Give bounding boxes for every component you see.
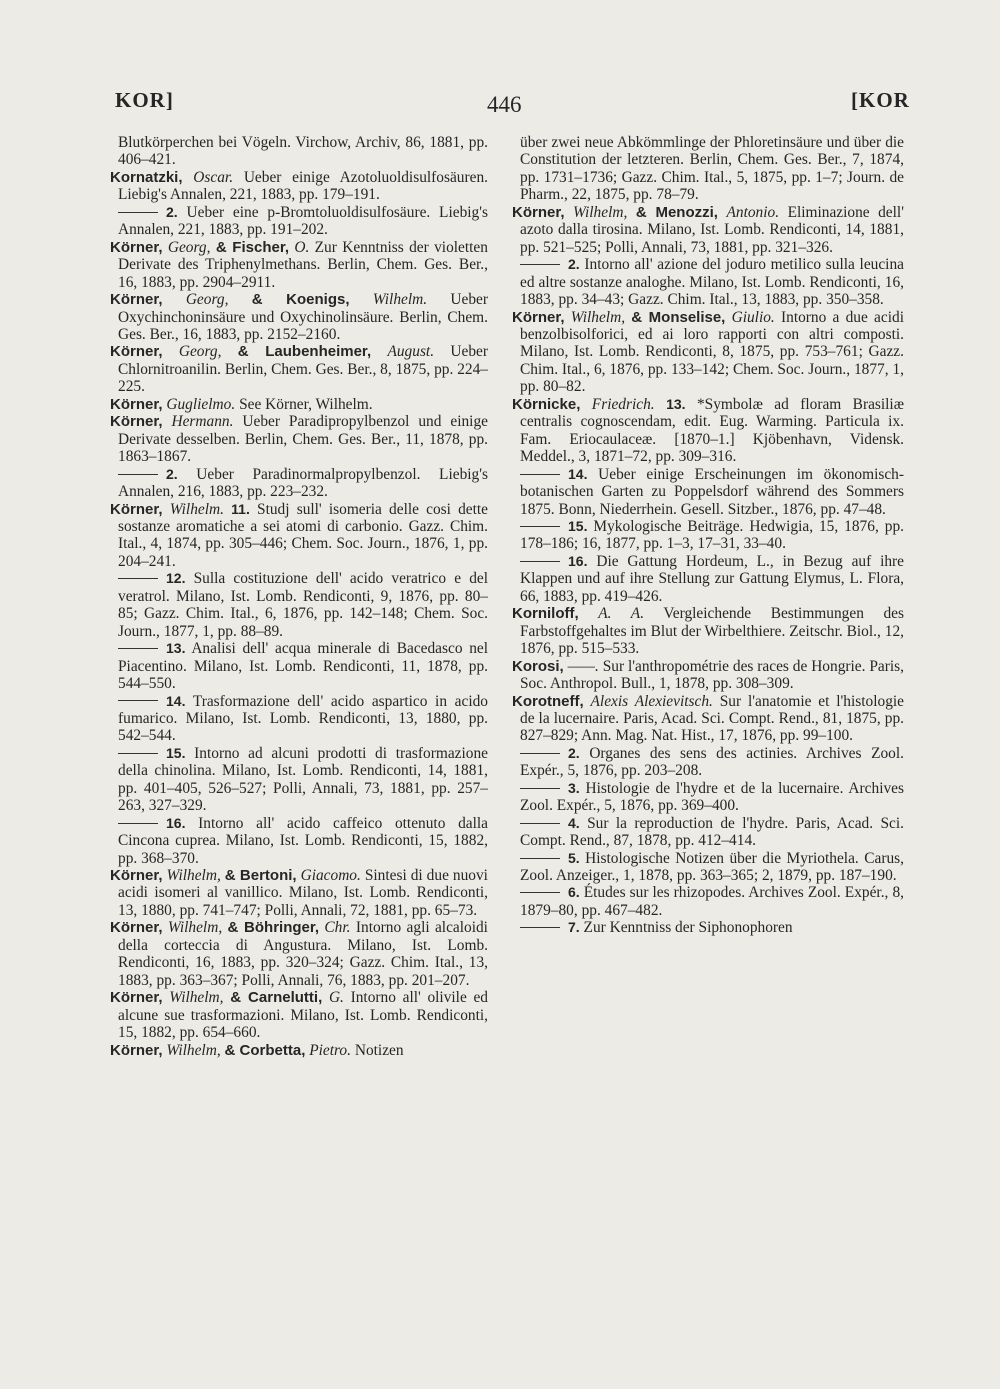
ditto-dash	[520, 858, 560, 859]
author-entry	[110, 919, 488, 989]
author-entry	[110, 239, 488, 291]
ditto-dash	[520, 753, 560, 754]
header-right: [KOR	[851, 88, 910, 112]
entry-text: Histologische Notizen über die Myriothela. Carus, Zool. Anzeiger., 1, 1878, pp. 363–365; 2, 1879, pp. 187–190.	[520, 849, 904, 885]
author-name: Körner,	[110, 413, 163, 431]
entry-text: Zur Kenntniss der Siphonophoren	[583, 919, 793, 937]
author-forename: Georg,	[178, 343, 222, 361]
entry-text: Études sur les rhizopodes. Archives Zool. Expér., 8, 1879–80, pp. 467–482.	[520, 884, 904, 919]
author-forename: Wilhelm,	[169, 989, 224, 1007]
entry-number: 13.	[666, 395, 686, 412]
sub-entry	[110, 745, 488, 815]
entry-number: 15.	[568, 517, 588, 534]
author-entry	[110, 343, 488, 395]
author-forename: Alexis Alexievitsch.	[590, 692, 713, 710]
sub-entry	[110, 640, 488, 692]
ditto-dash	[118, 823, 158, 824]
author-entry	[110, 396, 488, 413]
sub-entry	[512, 553, 904, 605]
author-name: Korosi,	[512, 657, 564, 675]
ditto-dash	[118, 474, 158, 475]
author-entry	[110, 1042, 488, 1059]
entry-text: Ueber einige Erscheinungen im ökonomisch-botanischen Garten zu Poppelsdorf während des Sommers 1875. Bonn, Niederrhein. Gesell. Sitzber., 1876, pp. 47–48.	[520, 465, 904, 518]
entry-text: Intorno a due acidi benzolbisolforici, ed ai loro rapporti con altri composti. Milano, Ist. Lomb. Rendiconti, 8, 1875, pp. 753–761; Gazz. Chim. Ital., 6, 1876, pp. 133–142; Chem. Soc. Journ., 1877, 1, pp. 80–82.	[520, 308, 904, 396]
sub-entry	[110, 466, 488, 501]
entry-text: Sur l'anatomie et l'histologie de la lucernaire. Paris, Acad. Sci. Compt. Rend., 81, 1875, pp. 827–829; Ann. Mag. Nat. Hist., 17, 1876, pp. 99–100.	[520, 692, 904, 745]
coauthor-forename: Wilhelm.	[372, 291, 428, 309]
sub-entry	[512, 850, 904, 885]
coauthor-forename: G.	[328, 989, 344, 1007]
ditto-dash	[520, 264, 560, 265]
author-entry	[512, 204, 904, 256]
ditto-dash	[520, 927, 560, 928]
sub-entry	[512, 466, 904, 518]
ditto-dash	[520, 788, 560, 789]
sub-entry	[110, 815, 488, 867]
sub-entry	[512, 919, 904, 936]
author-name: Körner,	[110, 989, 163, 1007]
coauthor-forename: August.	[387, 343, 435, 361]
entry-text: Sur la reproduction de l'hydre. Paris, Acad. Sci. Compt. Rend., 87, 1878, pp. 412–414.	[520, 814, 904, 850]
author-name: Körner,	[110, 919, 163, 937]
ditto-dash	[118, 753, 158, 754]
author-name: Korotneff,	[512, 692, 584, 710]
coauthor-name: & Monselise,	[631, 308, 726, 326]
entry-number: 2.	[568, 744, 580, 761]
entry-continuation	[110, 134, 488, 169]
entry-number: 14.	[568, 465, 588, 482]
author-entry	[110, 169, 488, 204]
author-name: Körner,	[110, 291, 163, 309]
author-name: Körner,	[110, 238, 163, 256]
entry-number: 11.	[231, 500, 250, 517]
ditto-dash	[520, 561, 560, 562]
right-column	[512, 134, 904, 937]
entry-number: 14.	[166, 692, 186, 709]
author-forename: Wilhelm,	[166, 1041, 221, 1059]
coauthor-forename: Giacomo.	[300, 867, 361, 885]
coauthor-forename: Chr.	[324, 919, 351, 937]
author-forename: ——.	[567, 657, 599, 675]
entry-text: Trasformazione dell' acido aspartico in acido fumarico. Milano, Ist. Lomb. Rendiconti, 13, 1880, pp. 542–544.	[118, 692, 488, 745]
coauthor-forename: Pietro.	[309, 1041, 351, 1059]
entry-text: Ueber eine p-Bromtoluoldisulfosäure. Liebig's Annalen, 221, 1883, pp. 191–202.	[118, 203, 488, 239]
author-entry	[512, 693, 904, 745]
author-forename: Wilhelm,	[570, 308, 626, 326]
author-entry	[110, 413, 488, 465]
coauthor-forename: Giulio.	[731, 308, 775, 326]
entry-number: 7.	[568, 919, 580, 936]
sub-entry	[110, 204, 488, 239]
entry-text: Analisi dell' acqua minerale di Bacedasco nel Piacentino. Milano, Ist. Lomb. Rendiconti, 11, 1878, pp. 544–550.	[118, 640, 488, 693]
author-entry	[110, 989, 488, 1041]
ditto-dash	[118, 648, 158, 649]
sub-entry	[512, 745, 904, 780]
ditto-dash	[118, 212, 158, 213]
author-name: Körner,	[110, 867, 163, 885]
entry-number: 5.	[568, 849, 580, 866]
entry-number: 2.	[166, 465, 178, 482]
ditto-dash	[118, 578, 158, 579]
entry-text: Sur l'anthropométrie des races de Hongrie. Paris, Soc. Anthropol. Bull., 1, 1878, pp. 308–309.	[520, 657, 904, 693]
coauthor-forename: Antonio.	[726, 203, 780, 221]
author-name: Körner,	[512, 203, 565, 221]
author-forename: Georg,	[185, 291, 229, 309]
entry-continuation	[512, 134, 904, 204]
entry-text: Blutkörperchen bei Vögeln. Virchow, Archiv, 86, 1881, pp. 406–421.	[118, 134, 488, 169]
author-entry	[512, 658, 904, 693]
entry-text: über zwei neue Abkömmlinge der Phloretinsäure und über die Constitution der letzteren. Berlin, Chem. Ges. Ber., 7, 1874, pp. 1731–1736; Gazz. Chim. Ital., 5, 1875, pp. 1–7; Journ. de Pharm., 22, 1875, pp. 78–79.	[520, 134, 904, 204]
author-forename: Wilhelm,	[167, 919, 223, 937]
entry-number: 12.	[166, 570, 186, 587]
sub-entry	[110, 570, 488, 640]
sub-entry	[512, 815, 904, 850]
entry-number: 15.	[166, 744, 186, 761]
header-left: KOR]	[115, 88, 174, 112]
author-name: Körner,	[110, 500, 163, 518]
entry-text: Studj sull' isomeria delle cosi dette sostanze aromatiche a sei atomi di carbonio. Gazz. Chim. Ital., 4, 1874, pp. 305–446; Chem. Soc. Journ., 1876, 1, pp. 204–241.	[118, 500, 488, 570]
ditto-dash	[520, 823, 560, 824]
sub-entry	[512, 518, 904, 553]
entry-text: Ueber einige Azotoluoldisulfosäuren. Liebig's Annalen, 221, 1883, pp. 179–191.	[118, 168, 488, 204]
author-forename: Georg,	[167, 238, 211, 256]
author-forename: Oscar.	[193, 168, 234, 186]
ditto-dash	[520, 526, 560, 527]
entry-number: 4.	[568, 814, 580, 831]
entry-text: Ueber Paradipropylbenzol und einige Derivate desselben. Berlin, Chem. Ges. Ber., 11, 1878, pp. 1863–1867.	[118, 413, 488, 466]
entry-text: See Körner, Wilhelm.	[239, 395, 373, 413]
entry-text: Intorno ad alcuni prodotti di trasformazione della chinolina. Milano, Ist. Lomb. Rendiconti, 14, 1881, pp. 401–405, 526–527; Polli, Annali, 73, 1881, pp. 257–263, 327–329.	[118, 744, 488, 815]
author-forename: A. A.	[598, 605, 645, 623]
author-name: Körner,	[110, 343, 163, 361]
entry-text: Sintesi di due nuovi acidi isomeri al vanillico. Milano, Ist. Lomb. Rendiconti, 13, 1880, pp. 741–747; Polli, Annali, 72, 1881, pp. 65–73.	[118, 867, 488, 919]
sub-entry	[512, 884, 904, 919]
sub-entry	[512, 780, 904, 815]
page-number: 446	[487, 92, 522, 117]
author-entry	[512, 605, 904, 657]
entry-text: Histologie de l'hydre et de la lucernaire. Archives Zool. Expér., 5, 1876, pp. 369–400.	[520, 779, 904, 815]
entry-text: Organes des sens des actinies. Archives Zool. Expér., 5, 1876, pp. 203–208.	[520, 744, 904, 780]
coauthor-name: & Fischer,	[215, 238, 289, 256]
entry-text: Notizen	[354, 1041, 404, 1059]
author-forename: Friedrich.	[591, 395, 655, 413]
author-name: Kornatzki,	[110, 168, 183, 186]
author-entry	[110, 501, 488, 571]
coauthor-name: & Koenigs,	[251, 291, 350, 309]
entry-number: 13.	[166, 640, 186, 657]
author-entry	[110, 291, 488, 343]
entry-text: Zur Kenntniss der violetten Derivate des Triphenylmethans. Berlin, Chem. Ges. Ber., 16, 1883, pp. 2904–2911.	[118, 238, 488, 291]
entry-text: Mykologische Beiträge. Hedwigia, 15, 1876, pp. 178–186; 16, 1877, pp. 1–3, 17–31, 33–40.	[520, 517, 904, 553]
coauthor-name: & Carnelutti,	[230, 989, 323, 1007]
entry-number: 3.	[568, 779, 580, 796]
author-name: Körner,	[110, 1041, 163, 1059]
coauthor-name: & Menozzi,	[635, 203, 718, 221]
entry-text: Intorno agli alcaloidi della corteccia di Angustura. Milano, Ist. Lomb. Rendiconti, 16, 1883, pp. 320–324; Gazz. Chim. Ital., 13, 1883, pp. 363–367; Polli, Annali, 76, 1883, pp. 201–207.	[118, 919, 488, 989]
entry-text: Ueber Chlornitroanilin. Berlin, Chem. Ges. Ber., 8, 1875, pp. 224–225.	[118, 343, 488, 396]
entry-number: 16.	[166, 814, 186, 831]
entry-number: 2.	[568, 256, 580, 273]
entry-text: Ueber Oxychinchoninsäure und Oxychinolinsäure. Berlin, Chem. Ges. Ber., 16, 1883, pp. 2152–2160.	[118, 291, 488, 343]
entry-text: Sulla costituzione dell' acido veratrico e del veratrol. Milano, Ist. Lomb. Rendiconti, 9, 1876, pp. 80–85; Gazz. Chim. Ital., 6, 1876, pp. 142–148; Chem. Soc. Journ., 1877, 1, pp. 88–89.	[118, 570, 488, 640]
coauthor-name: & Corbetta,	[224, 1041, 306, 1059]
author-forename: Wilhelm,	[573, 203, 628, 221]
coauthor-name: & Bertoni,	[224, 867, 297, 885]
entry-text: *Symbolæ ad floram Brasiliæ centralis cognoscendam, edit. Eug. Warming. Particula ix. Fam. Eriocaulaceæ. [1870–1.] Kjöbenhavn, Vidensk. Meddel., 3, 1871–72, pp. 309–316.	[520, 395, 904, 466]
coauthor-name: & Böhringer,	[227, 919, 320, 937]
entry-number: 16.	[568, 552, 588, 569]
ditto-dash	[118, 700, 158, 701]
entry-text: Intorno all' acido caffeico ottenuto dalla Cincona cuprea. Milano, Ist. Lomb. Rendiconti, 15, 1882, pp. 368–370.	[118, 814, 488, 867]
entry-number: 2.	[166, 203, 178, 220]
sub-entry	[110, 693, 488, 745]
entry-text: Intorno all' olivile ed alcune sue trasformazioni. Milano, Ist. Lomb. Rendiconti, 15, 1882, pp. 654–660.	[118, 989, 488, 1042]
author-forename: Hermann.	[171, 413, 234, 431]
coauthor-name: & Laubenheimer,	[237, 343, 372, 361]
author-name: Körnicke,	[512, 395, 581, 413]
entry-text: Intorno all' azione del joduro metilico sulla leucina ed altre sostanze analoghe. Milano, Ist. Lomb. Rendiconti, 16, 1883, pp. 34–43; Gazz. Chim. Ital., 13, 1883, pp. 350–358.	[520, 256, 904, 309]
entry-text: Vergleichende Bestimmungen des Farbstoffgehaltes im Blut der Wirbelthiere. Zeitschr. Biol., 12, 1876, pp. 515–533.	[520, 605, 904, 658]
author-forename: Wilhelm,	[166, 867, 221, 885]
sub-entry	[512, 256, 904, 308]
ditto-dash	[520, 474, 560, 475]
coauthor-forename: O.	[294, 238, 310, 256]
entry-text: Die Gattung Hordeum, L., in Bezug auf ihre Klappen und auf ihre Stellung zur Gattung Elymus, L. Flora, 66, 1883, pp. 419–426.	[520, 552, 904, 605]
author-name: Korniloff,	[512, 605, 579, 623]
author-forename: Wilhelm.	[169, 500, 224, 518]
ditto-dash	[520, 892, 560, 893]
author-forename: Guglielmo.	[166, 395, 236, 413]
author-name: Körner,	[110, 395, 163, 413]
author-entry	[512, 309, 904, 396]
entry-number: 6.	[568, 884, 580, 901]
author-entry	[512, 396, 904, 466]
entry-text: Eliminazione dell' azoto dalla tirosina. Milano, Ist. Lomb. Rendiconti, 14, 1881, pp. 521–525; Polli, Annali, 73, 1881, pp. 321–326.	[520, 203, 904, 256]
entry-text: Ueber Paradinormalpropylbenzol. Liebig's Annalen, 216, 1883, pp. 223–232.	[118, 465, 488, 501]
left-column	[110, 134, 488, 1059]
author-name: Körner,	[512, 308, 565, 326]
author-entry	[110, 867, 488, 919]
